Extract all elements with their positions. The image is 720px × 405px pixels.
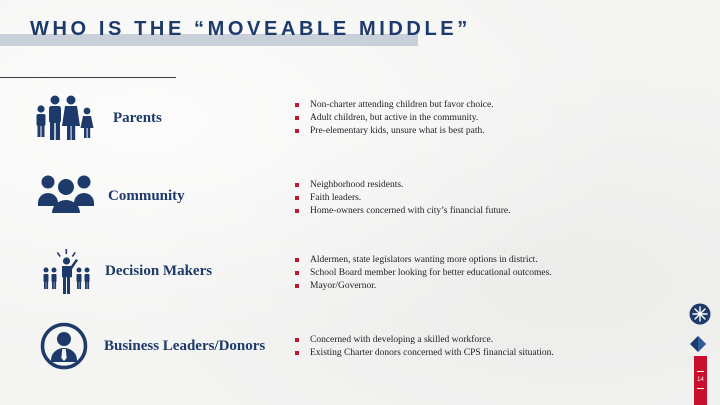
family-icon	[34, 93, 96, 141]
segment-label: Business Leaders/Donors	[104, 338, 266, 354]
leader-with-people-icon	[42, 248, 92, 296]
page-tab-rule	[697, 388, 704, 389]
page-number-tab	[694, 356, 707, 405]
bullet-item: Mayor/Governor.	[293, 280, 552, 293]
segment-bullet-list	[293, 99, 494, 138]
segment-bullet-list	[293, 334, 554, 360]
bullet-item: Pre-elementary kids, unsure what is best path.	[293, 125, 494, 138]
bullet-item: Existing Charter donors concerned with CPS financial situation.	[293, 347, 554, 360]
bullet-item: Faith leaders.	[293, 192, 510, 205]
segment-label: Community	[108, 188, 185, 204]
segment-label: Parents	[113, 110, 162, 126]
bullet-item: Neighborhood residents.	[293, 179, 510, 192]
slide-title: WHO IS THE “MOVEABLE MIDDLE”	[30, 18, 471, 40]
bullet-item: Aldermen, state legislators wanting more options in district.	[293, 254, 552, 267]
businessperson-circle-icon	[40, 322, 88, 370]
bullet-item: Home-owners concerned with city’s financial future.	[293, 205, 510, 218]
bullet-item: Non-charter attending children but favor choice.	[293, 99, 494, 112]
community-group-icon	[38, 173, 94, 215]
segment-label: Decision Makers	[105, 263, 213, 279]
segment-bullet-list	[293, 254, 552, 293]
bullet-item: Adult children, but active in the community.	[293, 112, 494, 125]
page-tab-rule	[697, 371, 704, 372]
bullet-item: School Board member looking for better educational outcomes.	[293, 267, 552, 280]
segment-bullet-list	[293, 179, 510, 218]
page-number: 14	[697, 377, 704, 383]
title-divider	[0, 77, 176, 78]
bullet-item: Concerned with developing a skilled workforce.	[293, 334, 554, 347]
compass-star-icon	[689, 303, 711, 330]
